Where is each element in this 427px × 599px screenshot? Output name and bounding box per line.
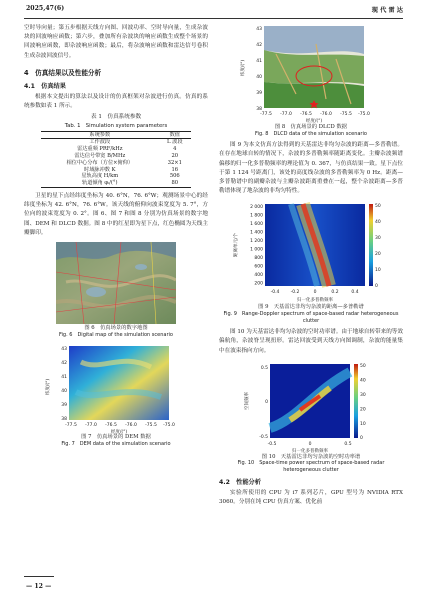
range-doppler-ytick: 1 600 — [250, 222, 263, 228]
colorbar-tick: 50 — [375, 204, 381, 210]
dlcd-xtick: -76.5 — [300, 112, 312, 117]
figure-10-caption-en: Fig. 10 Space-time power spectrum of space-based radar heterogeneous clutter — [237, 460, 385, 473]
space-time-paragraph: 图 10 为天基雷达非均匀杂波的空时功率谱。由于地球自转带来的等效偏航角，杂波脊呈现扭形。雷达回波受到天线方向图调制，杂波的能量集中在波束指向方向。 — [219, 329, 403, 354]
dem-plot — [41, 342, 191, 434]
figure-10 — [219, 360, 403, 474]
dem-xtick: -77.5 — [65, 423, 77, 429]
space-time-xtick: 0.5 — [344, 441, 352, 447]
range-doppler-ytick: 1 000 — [250, 247, 263, 253]
space-time-ytick: -0.5 — [259, 434, 268, 440]
range-doppler-xtick: -0.4 — [270, 290, 280, 296]
table-cell: 雷达重频 PRF/kHz — [77, 146, 123, 153]
intro-paragraph: 空时导向量；第五步根据天线方向图、回波功率、空时导向量，生成杂波块的回波响应函数；第六步，叠加所有杂波块的响应函数生成整个场景的回波响应函数，即杂波响应函数；最后，将杂波响应函数和雷达信号卷积生成杂波回波信号。 — [24, 25, 208, 59]
subsection-title-4-1: 4.1 仿真结果 — [24, 83, 66, 91]
dem-xtick: -75.5 — [145, 423, 157, 429]
range-doppler-xtick: -0.2 — [290, 290, 300, 296]
space-time-ytick: 0.5 — [260, 365, 268, 371]
section-title: 4 仿真结果以及性能分析 — [24, 68, 102, 77]
figure-9-caption-en: Fig. 9 Range-Doppler spectrum of space-based radar heterogeneous clutter — [223, 311, 399, 324]
figure-9 — [219, 200, 403, 324]
table-cell: 16 — [171, 166, 179, 173]
range-doppler-ytick: 2 000 — [250, 205, 263, 211]
dlcd-ytick: 41 — [256, 59, 262, 64]
header-journal-issue: 2025,47(6) — [26, 5, 65, 12]
table-cell: 工作波段 — [89, 139, 111, 146]
table-cell: 相位中心分布（方位×俯仰） — [66, 159, 134, 166]
figure-7 — [24, 342, 208, 447]
table-header-param: 系统参数 — [41, 131, 159, 139]
figure-7-caption: 图 7 仿真场景的 DEM 数据 — [81, 434, 151, 441]
range-doppler-ytick: 1 400 — [250, 230, 263, 236]
table-cell: 4 — [173, 146, 177, 153]
dlcd-xtick: -75.5 — [340, 112, 352, 117]
dlcd-ytick: 42 — [256, 43, 262, 48]
table-caption-en: Tab. 1 Simulation system parameters — [64, 122, 168, 129]
dem-xtick: -76.0 — [125, 423, 137, 429]
footer-rule — [24, 576, 54, 577]
space-time-ylabel: 空间频率 — [245, 391, 250, 410]
colorbar — [369, 204, 373, 286]
page-number: — 12 — — [26, 583, 52, 590]
colorbar-tick: 40 — [375, 220, 381, 226]
dem-xtick: -75.0 — [163, 423, 175, 429]
left-column — [24, 24, 208, 447]
table-cell: 80 — [159, 180, 191, 187]
dem-ytick: 43 — [61, 347, 67, 353]
performance-paragraph: 实验所使用的 CPU 为 i7 系列芯片，GPU 型号为 NVIDIA RTX 3060。分别在纯 CPU 仿真方案、优化前 — [219, 489, 403, 505]
figure-6-caption: 图 6 仿真场景的数字地图 — [84, 325, 148, 332]
parameters-table — [41, 131, 191, 188]
table-row — [41, 153, 191, 160]
table-caption: 表 1 仿真系统参数 — [90, 113, 142, 120]
table-cell: L 波段 — [167, 139, 183, 146]
dem-xtick: -76.5 — [105, 423, 117, 429]
dem-image — [69, 346, 169, 420]
simulation-paragraph: 根据本文提出的算法以及设计的仿真框架对杂波进行仿真。仿真的系统参数如表 1 所示。 — [24, 94, 208, 110]
colorbar-tick: 30 — [375, 236, 381, 242]
space-time-plot — [236, 360, 386, 454]
dem-ytick: 38 — [61, 417, 67, 423]
colorbar-tick: 10 — [360, 421, 366, 427]
figure-7-caption-en: Fig. 7 DEM data of the simulation scenario — [61, 440, 171, 447]
colorbar-tick: 0 — [375, 284, 378, 290]
header-journal-name: 现 代 雷 达 — [371, 7, 403, 14]
table-cell: 星轨高度 H/km — [81, 173, 119, 180]
dlcd-xtick: -75.0 — [358, 112, 370, 117]
range-doppler-ytick: 600 — [254, 264, 263, 270]
scenario-paragraph: 卫星的星下点经纬度坐标为 40. 6°N，76. 6°W；观测场景中心的经纬度坐标为 42. 6°N，76. 6°W。该天线的俯仰向波束宽度为 5. 7°，方位向的波束宽度为 0. 2°。图 6、图 7 和图 8 分别为仿真场景的数字地图、DEM 和 DLCD 数据。图 8 中的红星即为星下点，红色椭圆为天线主瓣脚印。 — [24, 193, 208, 236]
dem-ytick: 40 — [61, 389, 67, 395]
table-cell: 32×1 — [167, 159, 182, 166]
dem-xlabel: 经度/(°) — [110, 430, 128, 435]
range-doppler-ytick: 1 200 — [250, 239, 263, 245]
colorbar-tick: 30 — [360, 392, 366, 398]
range-doppler-paragraph: 图 9 为本文仿真方法得到的天基雷达非均匀杂波的距离—多普勒谱。在存在地球自转的情况下，杂波的多普勒频率随距离变化。主瓣杂波频谱偏移的归一化多普勒频率的理论值为 0. 367，与仿真结果一致。星下点位于第 1 124 号距离门，该处的高度线杂波的多普勒频率为 0 Hz。距离—多普勒谱中的副瓣杂波与主瓣杂波距离重叠在一起，整个杂波距离—多普勒谱体现了地杂波的非均匀特性。 — [219, 142, 403, 195]
dlcd-ytick: 39 — [256, 91, 262, 96]
colorbar-tick: 0 — [360, 435, 363, 441]
dlcd-ytick: 40 — [256, 75, 262, 80]
header-rule — [24, 18, 403, 19]
figure-8-caption-en: Fig. 8 DLCD data of the simulation scenario — [255, 130, 367, 137]
digital-map-image — [56, 242, 176, 324]
table-row — [41, 180, 191, 187]
dlcd-xlabel: 经度/(°) — [305, 119, 323, 124]
space-time-xtick: -0.5 — [267, 441, 277, 447]
space-time-xtick: 0 — [308, 441, 312, 447]
figure-8 — [219, 24, 403, 137]
colorbar-tick: 20 — [360, 407, 366, 413]
range-doppler-ytick: 800 — [254, 256, 263, 262]
table-cell: 时域脉冲数 K — [84, 166, 116, 173]
figure-10-caption: 图 10 天基雷达非均匀杂波的空时功率谱 — [261, 453, 361, 460]
table-cell: 雷达信号带宽 B/MHz — [74, 153, 126, 160]
range-doppler-xtick: 0.2 — [331, 290, 339, 296]
table-cell: 20 — [171, 153, 179, 160]
table-row — [41, 146, 191, 153]
dlcd-xtick: -77.5 — [260, 112, 272, 117]
range-doppler-ytick: 400 — [254, 273, 263, 279]
figure-6 — [24, 242, 208, 338]
dem-ytick: 42 — [61, 361, 67, 367]
dlcd-ytick: 38 — [256, 107, 262, 112]
colorbar-tick: 10 — [375, 268, 381, 274]
figure-6-caption-en: Fig. 6 Digital map of the simulation scenario — [59, 331, 173, 338]
dlcd-ylabel: 纬度/(°) — [241, 59, 246, 77]
right-column — [219, 24, 403, 507]
figure-9-caption: 图 9 天基雷达非均匀杂波的距离—多普勒谱 — [258, 304, 364, 311]
range-doppler-plot — [231, 200, 391, 304]
dlcd-plot — [236, 24, 386, 124]
colorbar-tick: 50 — [360, 363, 366, 369]
figure-8-caption: 图 8 仿真场景的 DLCD 数据 — [274, 124, 348, 130]
range-doppler-ytick: 1 800 — [250, 213, 263, 219]
dlcd-xtick: -76.0 — [320, 112, 332, 117]
colorbar-tick: 40 — [360, 378, 366, 384]
table-cell: 506 — [169, 173, 180, 180]
dem-ytick: 39 — [61, 403, 67, 409]
dem-ylabel: 纬度/(°) — [46, 379, 51, 396]
dem-xtick: -77.0 — [85, 423, 97, 429]
dlcd-ytick: 43 — [256, 27, 262, 32]
range-doppler-xtick: 0 — [313, 290, 317, 296]
subsection-title-4-2: 4.2 性能分析 — [219, 478, 261, 486]
colorbar — [354, 364, 358, 438]
range-doppler-ylabel: 距离单元/个 — [234, 233, 239, 258]
table-cell: 轨道倾角 φᵢ/(°) — [41, 180, 159, 187]
table-header-value: 数值 — [159, 131, 191, 139]
range-doppler-xtick: 0.4 — [351, 290, 359, 296]
space-time-xlabel: 归一化多普勒频率 — [292, 448, 328, 454]
range-doppler-xlabel: 归一化多普勒频率 — [297, 298, 333, 304]
space-time-ytick: 0 — [265, 399, 268, 405]
range-doppler-ytick: 200 — [254, 281, 263, 287]
dlcd-xtick: -77.0 — [280, 112, 292, 117]
dem-ytick: 41 — [61, 375, 67, 381]
colorbar-tick: 20 — [375, 252, 381, 258]
table-row — [41, 160, 191, 167]
